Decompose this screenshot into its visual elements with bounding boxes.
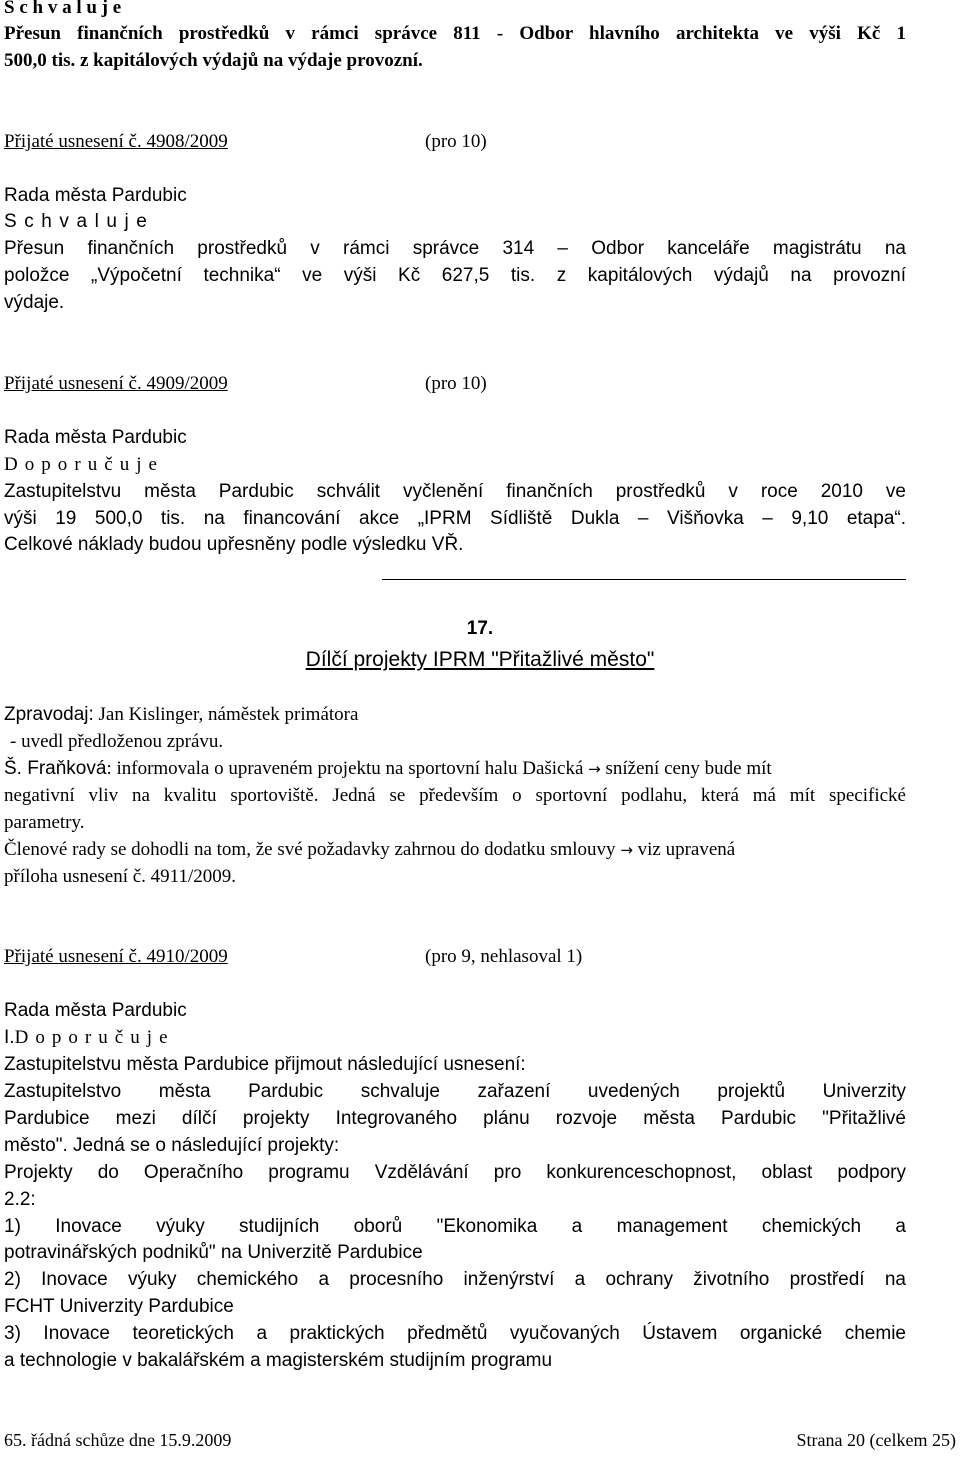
verb-schvaluje-4908: S c h v a l u j e: [4, 211, 148, 232]
resolution-4908-line2: položce „Výpočetní technika“ ve výši Kč 627,5 tis. z kapitálových výdajů na provozní: [4, 265, 906, 286]
members-text: Členové rady se dohodli na tom, že své požadavky zahrnou do dodatku smlouvy: [4, 839, 621, 860]
footer-page-number: Strana 20 (celkem 25): [796, 1430, 956, 1450]
council-name-4910: Rada města Pardubic: [4, 1000, 187, 1021]
project-item-3-line2: a technologie v bakalářském a magisterském studijním programu: [4, 1350, 553, 1371]
reporter-label: Zpravodaj:: [4, 704, 94, 725]
vote-count-4909: (pro 10): [425, 373, 487, 394]
verb-prefix: I.: [4, 1027, 15, 1048]
speaker-name: Š. Fraňková: [4, 758, 107, 779]
project-item-1-line2: potravinářských podniků" na Univerzitě Pardubice: [4, 1242, 423, 1263]
resolution-4910-p3: město". Jedná se o následující projekty:: [4, 1135, 340, 1156]
resolution-label-4909: Přijaté usnesení č. 4909/2009: [4, 373, 228, 394]
project-item-3-line1: 3) Inovace teoretických a praktických předmětů vyučovaných Ústavem organické chemie: [4, 1323, 906, 1344]
section-divider: [382, 579, 906, 580]
resolution-label-4910: Přijaté usnesení č. 4910/2009: [4, 946, 228, 967]
council-name-4909: Rada města Pardubic: [4, 427, 187, 448]
resolution-label-4908: Přijaté usnesení č. 4908/2009: [4, 131, 228, 152]
project-item-2-line2: FCHT Univerzity Pardubice: [4, 1296, 234, 1317]
transfer-text-line2: 500,0 tis. z kapitálových výdajů na výdaje provozní.: [4, 50, 423, 71]
arrow-icon: →: [620, 841, 633, 859]
project-item-2-line1: 2) Inovace výuky chemického a procesního inženýrství a ochrany životního prostředí na: [4, 1269, 906, 1290]
resolution-4909-line1: Zastupitelstvu města Pardubic schválit vyčlenění finančních prostředků v roce 2010 ve: [4, 481, 906, 502]
item-title: Dílčí projekty IPRM "Přitažlivé město": [305, 648, 655, 671]
resolution-4909-line3: Celkové náklady budou upřesněny podle výsledku VŘ.: [4, 534, 464, 555]
resolution-4909-line2: výši 19 500,0 tis. na financování akce „IPRM Sídliště Dukla – Višňovka – 9,10 etapa“.: [4, 508, 906, 529]
speech-text-part2: snížení ceny bude mít: [600, 758, 772, 779]
footer-meeting-date: 65. řádná schůze dne 15.9.2009: [4, 1430, 232, 1450]
resolution-4910-p2: Pardubice mezi dílčí projekty Integrovaného plánu rozvoje města Pardubic "Přitažlivé: [4, 1108, 906, 1129]
members-line1: [4, 839, 735, 861]
resolution-4910-p4: Projekty do Operačního programu Vzdělávání pro konkurenceschopnost, oblast podpory: [4, 1162, 906, 1183]
council-name-4908: Rada města Pardubic: [4, 185, 187, 206]
resolution-4910-intro: Zastupitelstvu města Pardubice přijmout následující usnesení:: [4, 1054, 526, 1075]
verb-line-4910: [4, 1027, 169, 1049]
resolution-4908-line3: výdaje.: [4, 292, 65, 313]
vote-count-4908: (pro 10): [425, 131, 487, 152]
schvaluje-heading: S c h v a l u j e: [4, 0, 122, 18]
transfer-text-line1: Přesun finančních prostředků v rámci správce 811 - Odbor hlavního architekta ve výši Kč 1: [4, 23, 906, 44]
project-item-1-line1: 1) Inovace výuky studijních oborů "Ekonomika a management chemických a: [4, 1216, 906, 1237]
resolution-4908-line1: Přesun finančních prostředků v rámci správce 314 – Odbor kanceláře magistrátu na: [4, 238, 906, 259]
resolution-4910-p1: Zastupitelstvo města Pardubic schvaluje zařazení uvedených projektů Univerzity: [4, 1081, 906, 1102]
speech-line3: parametry.: [4, 812, 85, 833]
members-text-end: viz upravená: [632, 839, 736, 860]
item-number: 17.: [466, 618, 494, 639]
reporter-note: - uvedl předloženou zprávu.: [10, 731, 224, 752]
arrow-icon: →: [588, 760, 601, 778]
vote-count-4910: (pro 9, nehlasoval 1): [425, 946, 583, 967]
verb-doporucuje-4909: D o p o r u č u j e: [4, 454, 159, 475]
members-line2: příloha usnesení č. 4911/2009.: [4, 866, 237, 887]
verb-doporucuje-4910: D o p o r u č u j e: [14, 1027, 169, 1048]
reporter-value: Jan Kislinger, náměstek primátora: [93, 704, 359, 725]
speech-text-part1: : informovala o upraveném projektu na sportovní halu Dašická: [106, 758, 589, 779]
speaker-line: [4, 758, 772, 780]
resolution-4910-p5: 2.2:: [4, 1189, 36, 1210]
speech-line2: negativní vliv na kvalitu sportoviště. Jedná se především o sportovní podlahu, která má mít specifické: [4, 785, 906, 806]
reporter-line: [4, 704, 358, 726]
